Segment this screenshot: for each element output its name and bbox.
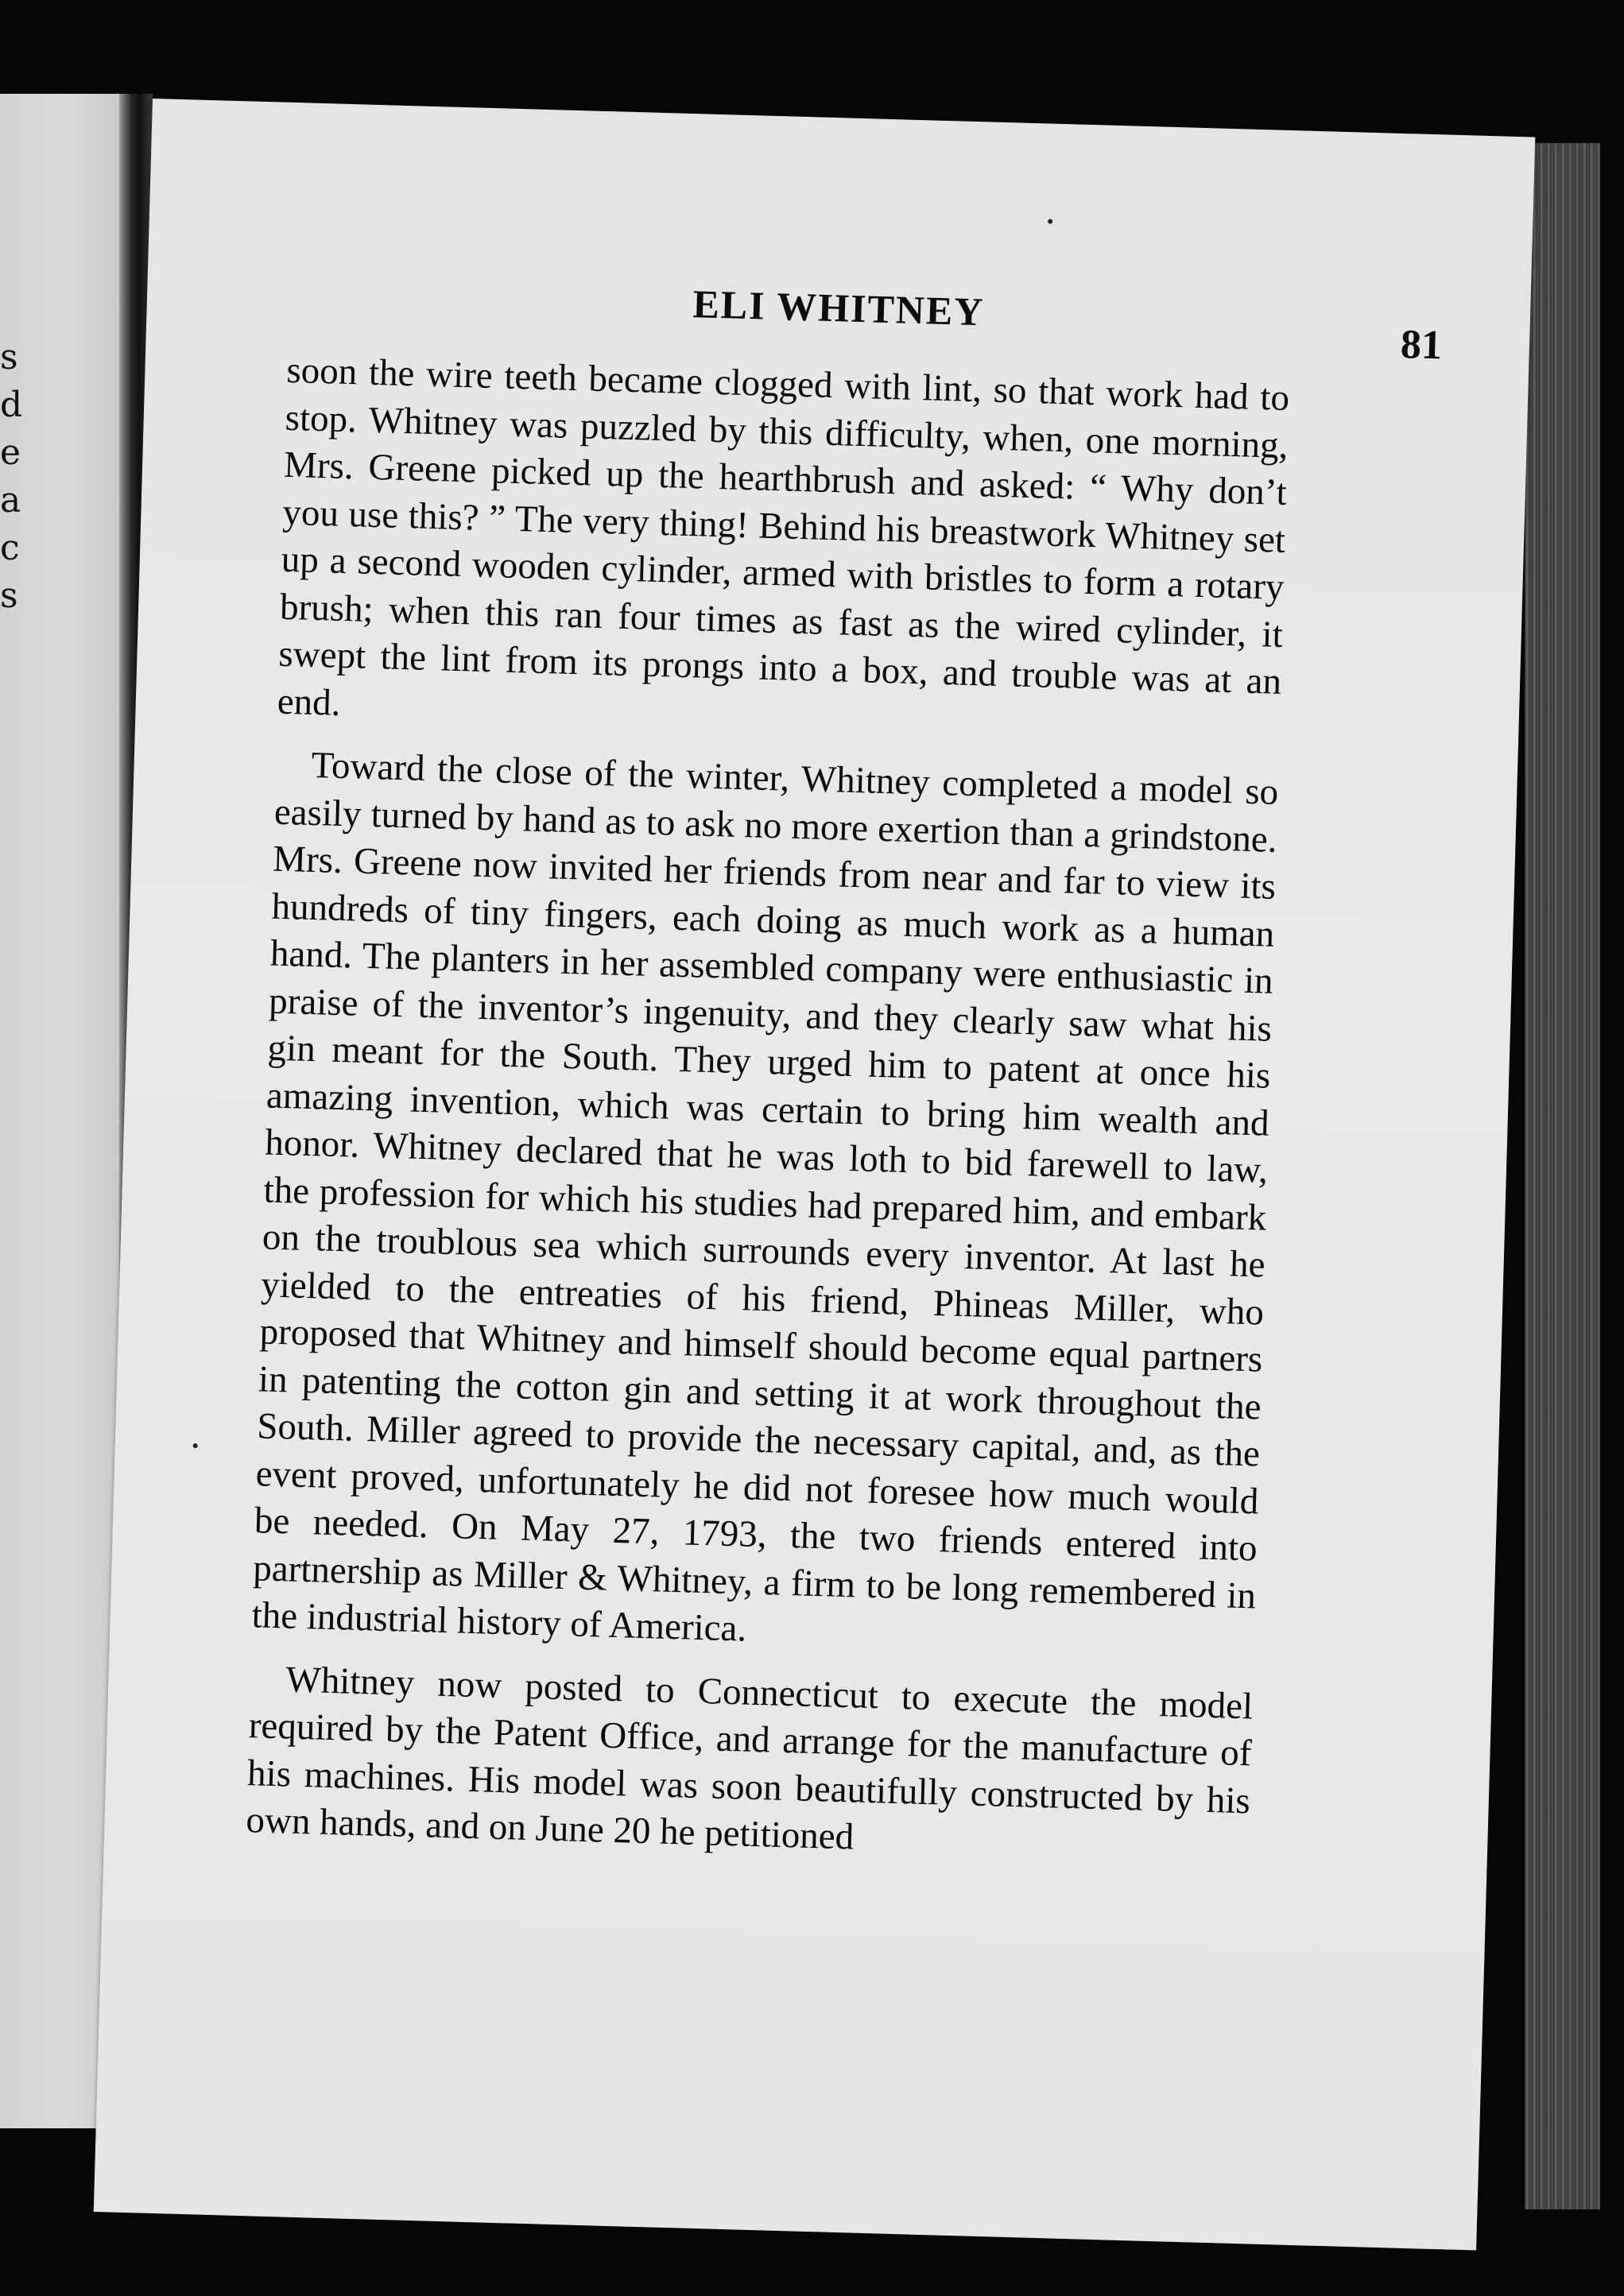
previous-page-letter: c [0,528,20,568]
dust-speck [1048,219,1052,224]
paragraph: Toward the close of the winter, Whitney completed a model so easily turned by hand as to ask no more exertion than a grindstone. Mrs. Greene now invited her friends from near and far to view its hundreds of tiny fingers, each doing as much work as a human hand. The planters in her assembled company were enthusiastic in praise of the inventor’s ingenuity, and they clearly saw what his gin meant for the South. They urged him to patent at once his amazing invention, which was certain to bring him wealth and honor. Whitney declared that he was loth to bid farewell to law, the profession for which his studies had prepared him, and embark on the troublous sea which surrounds every inventor. At last he yielded to the entreaties of his friend, Phineas Miller, who proposed that Whitney and himself should become equal partners in patenting the cotton gin and setting it at work throughout the South. Miller agreed to provide the necessary capital, and, as the event proved, unfortunately he did not foresee how much would be needed. On May 27, 1793, the two friends entered into partnership as Miller & Whitney, a firm to be long remembered in the industrial history of America. [251,744,1279,1650]
paragraph: Whitney now posted to Connecticut to execute the model required by the Patent Office, and arrange for the manufacture of his machines. His model was soon beautifully constructed by his own hands, and on June 20 he petitioned [245,1658,1254,1858]
previous-page-letter: s [0,337,18,378]
dust-speck [193,1443,198,1448]
previous-page-letter: d [0,385,23,425]
previous-page-letter: a [0,480,21,521]
previous-page-letter: e [0,432,21,473]
body-text [246,347,1290,1872]
page-number: 81 [1400,321,1443,369]
paragraph: soon the wire teeth became clogged with lint, so that work had to stop. Whitney was puzzled by this difficulty, when, one morning, Mrs. Greene picked up the hearthbrush and asked: “ Why don’t you use this? ” The very thing! Behind his breastwork Whitney set up a second wooden cylinder, armed with bristles to form a rotary brush; when this ran four times as fast as the wired cylinder, it swept the lint from its prongs into a box, and trouble was at an end. [277,349,1290,724]
page-stack-edge [1525,143,1600,2209]
previous-page [0,94,119,2128]
previous-page-letter: s [0,575,18,616]
book-page [94,99,1536,2251]
running-title: ELI WHITNEY [692,281,986,335]
